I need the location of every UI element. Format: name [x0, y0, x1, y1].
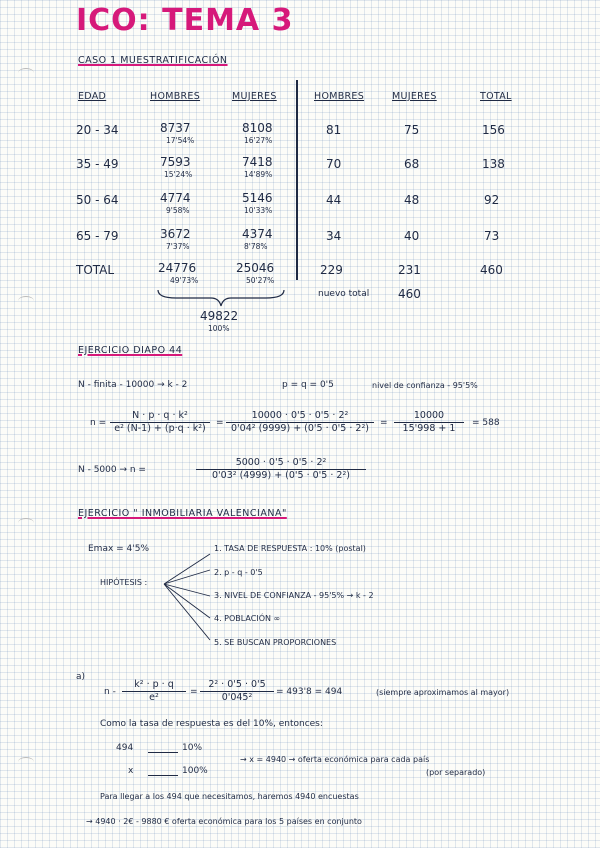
row-h-muestra-total: 229 [320, 263, 343, 277]
row-hombres-pct: 17'54% [166, 136, 195, 145]
row-m-muestra: 68 [404, 157, 420, 171]
fraction-infinite-formula [122, 679, 186, 704]
caso1-heading: CASO 1 MUESTRATIFICACIÓN [78, 55, 228, 66]
fraction-numerator: 5000 · 0'5 · 0'5 · 2² [196, 457, 366, 470]
row-hombres: 7593 [160, 155, 191, 169]
row-mujeres: 5146 [242, 191, 273, 205]
rule-line [148, 775, 178, 776]
header-hombres: HOMBRES [150, 91, 201, 102]
rule-of-three-a: 494 [116, 743, 134, 753]
diapo-line1c: nivel de confianza - 95'5% [372, 381, 478, 390]
fraction-denominator: 0'04² (9999) + (0'5 · 0'5 · 2²) [231, 423, 369, 435]
grand-total-pct: 100% [208, 324, 230, 333]
hipotesis-item: 2. p - q - 0'5 [214, 568, 263, 577]
row-hombres: 8737 [160, 121, 191, 135]
diapo-n-eq: n = [90, 418, 107, 428]
rule-of-three-100: 100% [182, 766, 208, 776]
binder-hole [18, 757, 34, 767]
row-mujeres-total: 25046 [236, 261, 275, 275]
fraction-formula [110, 410, 210, 435]
equals-sign: = [380, 418, 388, 428]
fraction-numerator: N · p · q · k² [110, 410, 210, 423]
hipotesis-item: 5. SE BUSCAN PROPORCIONES [214, 638, 337, 647]
emax-value: Emax = 4'5% [88, 544, 150, 554]
page-title: ICO: TEMA 3 [76, 3, 294, 38]
rule-of-three-b: 10% [182, 743, 203, 753]
fraction-infinite-substituted [200, 679, 274, 704]
hipotesis-item: 1. TASA DE RESPUESTA : 10% (postal) [214, 544, 366, 553]
hipotesis-label: HIPÓTESIS : [100, 578, 148, 587]
diapo-line3a: N - 5000 → n = [78, 465, 146, 475]
diapo-line1a: N - finita - 10000 → k - 2 [78, 380, 188, 390]
row-m-muestra-total: 231 [398, 263, 421, 277]
table-divider [296, 80, 298, 280]
row-total-total: 460 [480, 263, 503, 277]
hipotesis-item: 3. NIVEL DE CONFIANZA - 95'5% → k - 2 [214, 591, 374, 600]
nuevo-total-label: nuevo total [318, 289, 370, 299]
row-total: 138 [482, 157, 505, 171]
row-hombres: 4774 [160, 191, 191, 205]
row-edad-total: TOTAL [76, 263, 115, 277]
row-hombres: 3672 [160, 227, 191, 241]
row-hombres-pct: 7'37% [166, 242, 190, 251]
row-mujeres: 8108 [242, 121, 273, 135]
row-edad: 50 - 64 [76, 193, 119, 207]
row-total: 92 [484, 193, 500, 207]
nuevo-total-value: 460 [398, 287, 421, 301]
hipotesis-item: 4. POBLACIÓN ∞ [214, 614, 281, 623]
row-total: 73 [484, 229, 500, 243]
row-h-muestra: 44 [326, 193, 342, 207]
rule-result-sub: (por separado) [426, 768, 486, 777]
row-hombres-pct: 9'58% [166, 206, 190, 215]
fraction-denominator: 15'998 + 1 [402, 423, 456, 435]
row-edad: 20 - 34 [76, 123, 119, 137]
fraction-substituted [226, 410, 374, 435]
fraction-numerator: k² · p · q [122, 679, 186, 692]
row-hombres-total: 24776 [158, 261, 197, 275]
rule-line [148, 752, 178, 753]
row-h-muestra: 70 [326, 157, 342, 171]
parte-a-label: a) [76, 672, 86, 682]
row-edad: 65 - 79 [76, 229, 119, 243]
row-total: 156 [482, 123, 505, 137]
header-mujeres-muestra: MUJERES [392, 91, 437, 102]
binder-hole [18, 296, 34, 306]
parte-a-line2: Como la tasa de respuesta es del 10%, entonces: [100, 719, 323, 729]
row-m-muestra: 40 [404, 229, 420, 243]
row-h-muestra: 81 [326, 123, 342, 137]
row-hombres-pct: 15'24% [164, 170, 193, 179]
row-edad: 35 - 49 [76, 157, 119, 171]
diapo-line1b: p = q = 0'5 [282, 380, 334, 390]
fraction-denominator: e² (N-1) + (p·q · k²) [114, 423, 206, 435]
fraction-numerator: 10000 · 0'5 · 0'5 · 2² [226, 410, 374, 423]
row-mujeres: 4374 [242, 227, 273, 241]
fraction-denominator: e² [149, 692, 159, 704]
row-mujeres: 7418 [242, 155, 273, 169]
fraction-n5000 [196, 457, 366, 482]
row-mujeres-total-pct: 50'27% [246, 276, 275, 285]
diapo-heading: EJERCICIO DIAPO 44 [78, 345, 183, 356]
row-mujeres-pct: 16'27% [244, 136, 273, 145]
row-mujeres-pct: 14'89% [244, 170, 273, 179]
row-hombres-total-pct: 49'73% [170, 276, 199, 285]
branch-arrows-icon [160, 548, 216, 648]
diapo-result: = 588 [472, 418, 500, 428]
header-mujeres: MUJERES [232, 91, 277, 102]
rule-of-three-x: x [128, 766, 134, 776]
grand-total: 49822 [200, 309, 239, 323]
row-mujeres-pct: 8'78% [244, 242, 268, 251]
binder-hole [18, 518, 34, 528]
binder-hole [18, 68, 34, 78]
equals-sign: = [190, 687, 198, 697]
parte-a-n-eq: n - [104, 687, 116, 697]
parte-a-line4: → 4940 · 2€ - 9880 € oferta económica para los 5 países en conjunto [86, 817, 362, 826]
row-m-muestra: 75 [404, 123, 420, 137]
fraction-denominator: 0'045² [221, 692, 253, 704]
parte-a-line3: Para llegar a los 494 que necesitamos, haremos 4940 encuestas [100, 792, 359, 801]
fraction-numerator: 10000 [394, 410, 464, 423]
parte-a-result: = 493'8 = 494 [276, 687, 343, 697]
equals-sign: = [216, 418, 224, 428]
inmo-heading: EJERCICIO " INMOBILIARIA VALENCIANA" [78, 508, 287, 519]
parte-a-note: (siempre aproximamos al mayor) [376, 688, 510, 697]
header-total: TOTAL [480, 91, 512, 102]
header-hombres-muestra: HOMBRES [314, 91, 365, 102]
row-mujeres-pct: 10'33% [244, 206, 273, 215]
row-m-muestra: 48 [404, 193, 420, 207]
header-edad: EDAD [78, 91, 107, 102]
fraction-denominator: 0'03² (4999) + (0'5 · 0'5 · 2²) [212, 470, 350, 482]
row-h-muestra: 34 [326, 229, 342, 243]
brace-icon [156, 288, 286, 308]
fraction-simplified [394, 410, 464, 435]
fraction-numerator: 2² · 0'5 · 0'5 [200, 679, 274, 692]
rule-result: → x = 4940 → oferta económica para cada país [240, 755, 430, 764]
